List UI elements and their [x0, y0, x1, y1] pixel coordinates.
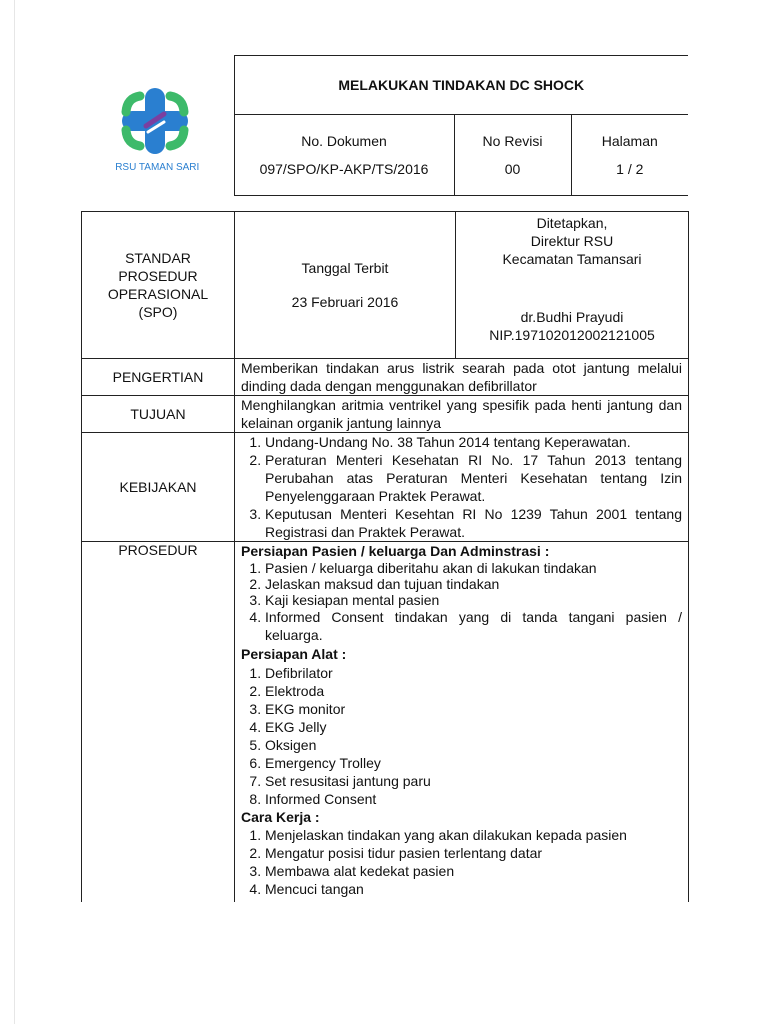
signer-name: dr.Budhi Prayudi: [520, 309, 624, 325]
revision-value: 00: [504, 161, 521, 177]
list-item: 3. Membawa alat kedekat pasien: [265, 862, 682, 880]
spo-label-line: (SPO): [138, 304, 178, 320]
kebijakan-label: KEBIJAKAN: [82, 433, 235, 542]
list-item: 1. Undang-Undang No. 38 Tahun 2014 tentang Keperawatan.: [265, 433, 682, 451]
hospital-name: RSU TAMAN SARI: [115, 161, 200, 173]
issue-date-cell: [235, 212, 456, 359]
list-item: 1. Defibrilator: [265, 664, 682, 682]
section-title: Cara Kerja :: [241, 809, 320, 825]
approval-line: Direktur RSU: [530, 233, 614, 249]
doc-number-label: No. Dokumen: [301, 133, 387, 149]
hospital-logo: [82, 56, 232, 196]
list-item: 1. Pasien / keluarga diberitahu akan di lakukan tindakan: [265, 560, 682, 576]
section-title: Persiapan Pasien / keluarga Dan Adminstrasi :: [241, 543, 550, 559]
approval-cell: [456, 212, 689, 359]
spo-label-line: STANDAR: [125, 250, 191, 266]
list-item: 6. Emergency Trolley: [265, 754, 682, 772]
list-item: 7. Set resusitasi jantung paru: [265, 772, 682, 790]
issue-date-value: 23 Februari 2016: [291, 294, 399, 310]
list-item: 3. Kaji kesiapan mental pasien: [265, 592, 682, 608]
list-item: 2. Peraturan Menteri Kesehatan RI No. 17 Tahun 2013 tentang Perubahan atas Peraturan Menteri Kesehatan tentang Izin Penyelenggaraan Praktek Perawat.: [265, 451, 682, 505]
approval-line: Ditetapkan,: [536, 215, 608, 231]
spo-label-line: OPERASIONAL: [107, 286, 209, 302]
spo-label-cell: [82, 212, 235, 359]
header-table: [81, 55, 688, 196]
page-value: 1 / 2: [616, 161, 644, 177]
kebijakan-content: [235, 433, 689, 542]
list-item: 4. Informed Consent tindakan yang di tanda tangani pasien / keluarga.: [265, 608, 682, 644]
section-title: Persiapan Alat :: [241, 646, 347, 662]
equipment-list: [241, 664, 682, 808]
work-steps-list: [241, 826, 682, 898]
list-item: 2. Elektroda: [265, 682, 682, 700]
procedure-table: [81, 211, 689, 902]
tujuan-text: Menghilangkan aritmia ventrikel yang spesifik pada henti jantung dan kelainan organik jantung lainnya: [235, 396, 689, 433]
approval-line: Kecamatan Tamansari: [502, 251, 642, 267]
list-item: 2. Jelaskan maksud dan tujuan tindakan: [265, 576, 682, 592]
prosedur-label: PROSEDUR: [82, 542, 235, 903]
page-cell: [571, 115, 688, 196]
list-item: 1. Menjelaskan tindakan yang akan dilakukan kepada pasien: [265, 826, 682, 844]
revision-label: No Revisi: [482, 133, 543, 149]
list-item: 3. EKG monitor: [265, 700, 682, 718]
page-edge: [14, 0, 15, 1024]
list-item: 5. Oksigen: [265, 736, 682, 754]
cross-logo-icon: [82, 56, 232, 196]
issue-date-label: Tanggal Terbit: [301, 260, 389, 276]
list-item: 8. Informed Consent: [265, 790, 682, 808]
logo-cell: [81, 56, 234, 196]
list-item: 4. Mencuci tangan: [265, 880, 682, 898]
doc-number-cell: [234, 115, 454, 196]
kebijakan-list: [241, 433, 682, 541]
prosedur-content: [235, 542, 689, 903]
spo-label-line: PROSEDUR: [118, 268, 198, 284]
pengertian-text: Memberikan tindakan arus listrik searah pada otot jantung melalui dinding dada dengan menggunakan defibrillator: [235, 359, 689, 396]
list-item: 4. EKG Jelly: [265, 718, 682, 736]
page-label: Halaman: [601, 133, 658, 149]
revision-cell: [454, 115, 571, 196]
list-item: 3. Keputusan Menteri Kesehtan RI No 1239 Tahun 2001 tentang Registrasi dan Praktek Perawat.: [265, 505, 682, 541]
document-title: MELAKUKAN TINDAKAN DC SHOCK: [234, 56, 688, 115]
patient-prep-list: [241, 560, 682, 644]
list-item: 2. Mengatur posisi tidur pasien terlentang datar: [265, 844, 682, 862]
doc-number-value: 097/SPO/KP-AKP/TS/2016: [259, 161, 429, 177]
pengertian-label: PENGERTIAN: [82, 359, 235, 396]
tujuan-label: TUJUAN: [82, 396, 235, 433]
signer-nip: NIP.197102012002121005: [489, 327, 655, 343]
